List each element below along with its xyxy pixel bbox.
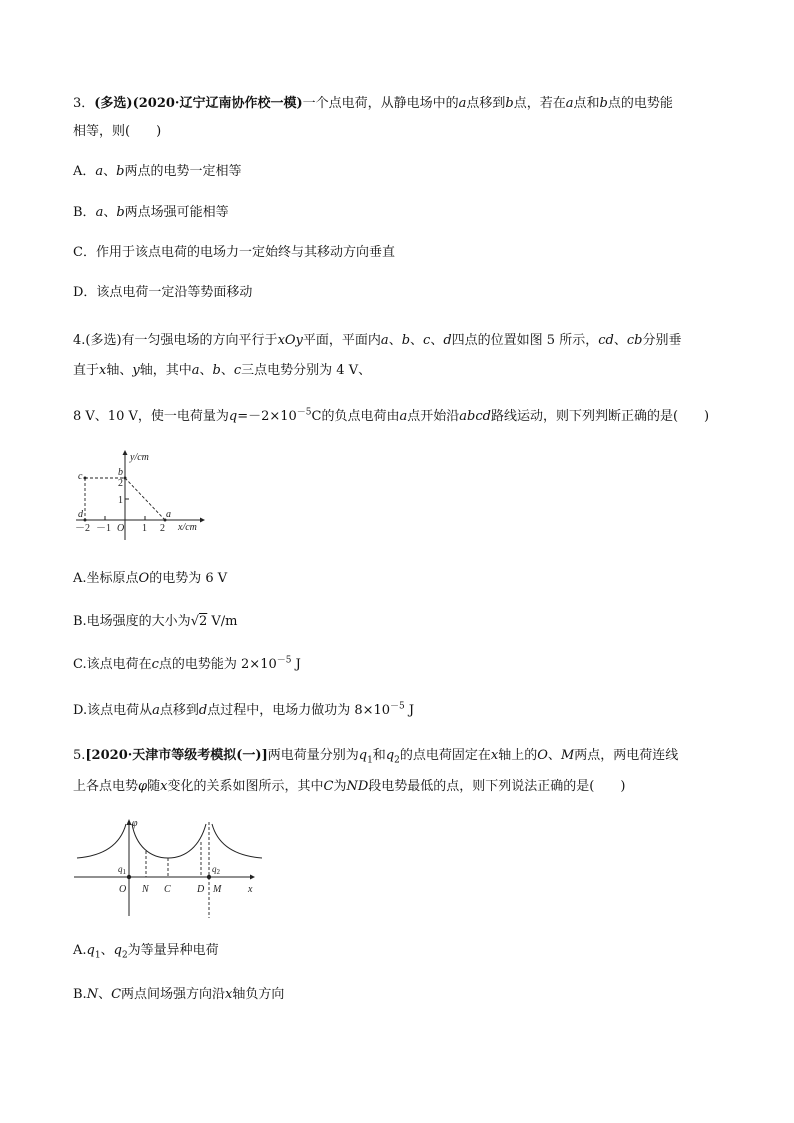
q5-text: 随 xyxy=(147,779,161,794)
option-text: 点的电势能为 2×10 xyxy=(158,657,277,672)
tick-label-y1: 1 xyxy=(118,495,123,506)
q3-point-a: a xyxy=(458,96,467,111)
radicand: 2 xyxy=(198,614,208,629)
label-c: c xyxy=(78,471,83,482)
point-b-dot xyxy=(124,477,127,480)
q4-text: 平面，平面内 xyxy=(302,333,381,348)
segment-nd: ND xyxy=(346,779,369,794)
x-axis-arrow xyxy=(200,518,205,523)
q4-text: 三点电势分别为 4 V、 xyxy=(241,363,372,378)
y-axis-label: y/cm xyxy=(130,452,149,463)
point-b: b xyxy=(116,164,125,179)
q3-stem-line2: 相等，则( ) xyxy=(73,124,162,139)
separator: 、 xyxy=(100,943,114,958)
separator: 、 xyxy=(103,205,117,220)
q4-plane-xoy: xOy xyxy=(277,333,303,348)
q5-text: 和 xyxy=(372,748,386,763)
q5-number: 5. xyxy=(73,748,86,763)
option-text: 两点间场强方向沿 xyxy=(121,987,226,1002)
phi-axis-arrow xyxy=(127,819,132,825)
q3-source-tag: (多选)(2020·辽宁辽南协作校一模) xyxy=(94,96,303,111)
axis-y: y xyxy=(132,363,140,378)
label-d: d xyxy=(78,509,83,520)
charge-q2: q xyxy=(113,943,122,958)
q5-text: 为 xyxy=(333,779,347,794)
option-text: 两点场强可能相等 xyxy=(124,205,229,220)
q3-text: 点移到 xyxy=(466,96,506,111)
option-unit: V/m xyxy=(207,614,238,629)
segment-cd: cd xyxy=(598,333,614,348)
separator: 、 xyxy=(613,333,627,348)
q4-text: 4.(多选)有一匀强电场的方向平行于 xyxy=(73,333,278,348)
option-text: 轴负方向 xyxy=(232,987,285,1002)
axis-x: x xyxy=(99,363,107,378)
q3-text: 点和 xyxy=(573,96,600,111)
subscript: 1 xyxy=(94,950,101,961)
q5-stem-line2 xyxy=(73,778,625,796)
subscript: 2 xyxy=(394,755,400,766)
separator: 、 xyxy=(98,987,112,1002)
q5-text: 上各点电势 xyxy=(73,779,139,794)
origin-o: O xyxy=(138,571,150,586)
charge-q1: q xyxy=(86,943,95,958)
segment-cb: cb xyxy=(626,333,643,348)
label-n: N xyxy=(142,884,149,895)
q3-point-b: b xyxy=(505,96,514,111)
q3-option-b xyxy=(73,204,229,222)
axis-x: x xyxy=(490,748,499,763)
separator: 、 xyxy=(103,164,117,179)
point-d: d xyxy=(443,333,452,348)
charge-q: q xyxy=(228,409,238,424)
q5-text: 轴上的 xyxy=(498,748,538,763)
point-o: O xyxy=(537,748,548,763)
q3-point-b: b xyxy=(599,96,608,111)
subscript: 1 xyxy=(367,755,373,766)
potential-curve-right xyxy=(212,824,262,858)
exponent: －5 xyxy=(390,701,405,712)
q5-text: 两点，两电荷连线 xyxy=(574,748,679,763)
point-a: a xyxy=(95,164,104,179)
q3-option-c: C．作用于该点电荷的电场力一定始终与其移动方向垂直 xyxy=(73,245,395,260)
option-text: 点移到 xyxy=(159,703,199,718)
q5-source-tag: [2020·天津市等级考模拟(一)] xyxy=(85,748,268,763)
q5-text: 变化的关系如图所示，其中 xyxy=(167,779,324,794)
separator: 、 xyxy=(199,363,213,378)
point-d: d xyxy=(198,703,208,718)
point-c: c xyxy=(233,363,242,378)
point-c: C xyxy=(323,779,334,794)
q4-text: 轴、 xyxy=(106,363,133,378)
label-d: D xyxy=(197,884,205,895)
q4-option-a xyxy=(73,570,227,588)
label-m: M xyxy=(213,884,222,895)
axis-x: x xyxy=(225,987,233,1002)
phi-axis-label: φ xyxy=(132,818,138,829)
x-axis-arrow xyxy=(250,875,255,880)
option-unit: J xyxy=(291,657,301,672)
q3-option-a xyxy=(73,163,242,181)
label-b: b xyxy=(118,467,123,478)
separator: 、 xyxy=(430,333,444,348)
tick-label-xm2: －2 xyxy=(75,523,90,534)
origin-label: O xyxy=(117,523,125,534)
option-text: 为等量异种电荷 xyxy=(127,943,219,958)
separator: 、 xyxy=(410,333,424,348)
point-n: N xyxy=(86,987,99,1002)
potential-curve-left xyxy=(77,824,126,858)
point-c: C xyxy=(111,987,122,1002)
q4-text: C的负点电荷由 xyxy=(311,409,400,424)
exponent: －5 xyxy=(296,407,312,418)
point-c: c xyxy=(151,657,159,672)
q4-text: =－2×10 xyxy=(237,409,297,424)
q3-point-a: a xyxy=(565,96,574,111)
q3-stem-line1 xyxy=(73,95,673,113)
option-text: 点过程中，电场力做功为 8×10 xyxy=(207,703,391,718)
option-label: B． xyxy=(73,205,96,220)
point-c-dot xyxy=(84,477,87,480)
q3-option-d: D．该点电荷一定沿等势面移动 xyxy=(73,285,253,300)
tick-label-x2: 2 xyxy=(160,523,165,534)
q4-text: 分别垂 xyxy=(642,333,682,348)
label-q2: $q_2$ xyxy=(212,864,220,876)
q4-option-d xyxy=(73,702,414,720)
label-o: O xyxy=(119,884,127,895)
potential-phi: φ xyxy=(138,779,148,794)
q5-text: 两电荷量分别为 xyxy=(267,748,359,763)
subscript: 2 xyxy=(121,950,128,961)
point-a: a xyxy=(191,363,200,378)
q5-stem-line1 xyxy=(73,747,678,765)
point-c: c xyxy=(423,333,431,348)
option-text: D.该点电荷从 xyxy=(73,703,153,718)
q4-text: 8 V、10 V，使一电荷量为 xyxy=(73,409,229,424)
q5-option-a xyxy=(73,942,219,960)
q4-stem-line2 xyxy=(73,362,371,380)
option-text: A.坐标原点 xyxy=(73,571,139,586)
q4-coordinate-figure xyxy=(72,448,212,544)
label-q1: $q_1$ xyxy=(118,864,126,876)
point-a: a xyxy=(152,703,160,718)
q3-text: 点的电势能 xyxy=(607,96,673,111)
q4-text: 直于 xyxy=(73,363,100,378)
tick-label-x1: 1 xyxy=(142,523,147,534)
y-axis-arrow xyxy=(123,450,128,455)
segment-ba-line xyxy=(125,478,165,520)
tick-label-xm1: －1 xyxy=(96,523,111,534)
charge-q2: q xyxy=(385,748,395,763)
q4-text: 轴，其中 xyxy=(139,363,192,378)
option-label: A. xyxy=(73,943,87,958)
option-text: 两点的电势一定相等 xyxy=(124,164,242,179)
option-text: B.电场强度的大小为 xyxy=(73,614,191,629)
option-text: C.该点电荷在 xyxy=(73,657,152,672)
charge-q1: q xyxy=(358,748,368,763)
q4-option-b xyxy=(73,613,238,631)
q4-text: 路线运动，则下列判断正确的是( ) xyxy=(490,409,710,424)
label-a: a xyxy=(166,509,171,520)
x-axis-label: x/cm xyxy=(178,522,197,533)
charge-q2-dot xyxy=(207,875,211,879)
point-a: a xyxy=(380,333,389,348)
separator: 、 xyxy=(388,333,402,348)
q4-stem-line1 xyxy=(73,332,681,350)
q4-stem-line3 xyxy=(73,408,709,426)
exponent: －5 xyxy=(276,655,292,666)
sqrt-sign: √ xyxy=(190,614,199,629)
q3-text: 点，若在 xyxy=(513,96,566,111)
q5-option-b xyxy=(73,986,284,1004)
x-axis-label: x xyxy=(248,884,253,895)
point-a: a xyxy=(399,409,408,424)
point-m: M xyxy=(560,748,575,763)
axis-x: x xyxy=(160,779,168,794)
point-b: b xyxy=(401,333,411,348)
option-label: B. xyxy=(73,987,87,1002)
option-unit: J xyxy=(404,703,415,718)
q4-text: 点开始沿 xyxy=(407,409,460,424)
path-abcd: abcd xyxy=(459,409,491,424)
q3-number: 3． xyxy=(73,96,95,111)
point-b: b xyxy=(212,363,221,378)
q4-option-c xyxy=(73,656,301,674)
separator: 、 xyxy=(220,363,234,378)
tick-label-y2: 2 xyxy=(118,478,123,489)
q5-text: 段电势最低的点，则下列说法正确的是( ) xyxy=(368,779,626,794)
point-a: a xyxy=(95,205,104,220)
point-b: b xyxy=(116,205,125,220)
q3-text: 一个点电荷，从静电场中的 xyxy=(302,96,459,111)
separator: 、 xyxy=(547,748,561,763)
potential-curve-middle xyxy=(132,824,206,858)
label-c: C xyxy=(164,884,171,895)
point-d-dot xyxy=(84,519,87,522)
q5-potential-figure xyxy=(72,816,268,920)
q4-text: 四点的位置如图 5 所示， xyxy=(451,333,599,348)
option-label: A． xyxy=(73,164,96,179)
option-text: 的电势为 6 V xyxy=(149,571,228,586)
q5-text: 的点电荷固定在 xyxy=(399,748,491,763)
charge-q1-dot xyxy=(127,875,131,879)
